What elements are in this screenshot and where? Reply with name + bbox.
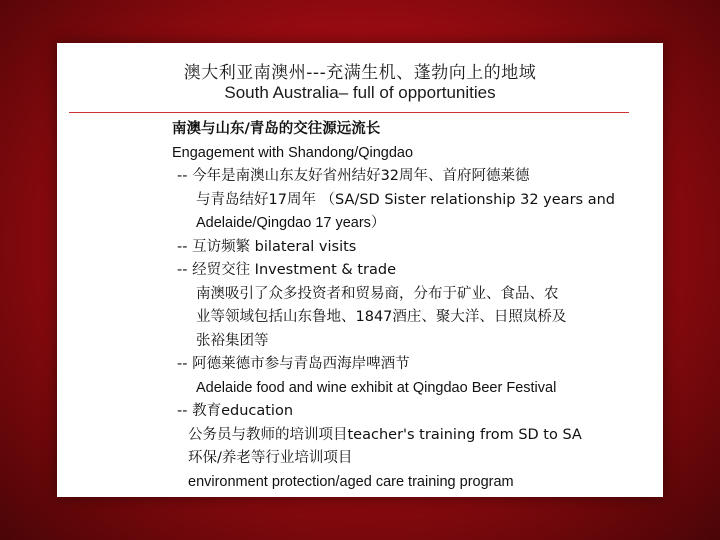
education-detail-line3: environment protection/aged care training program	[188, 473, 514, 490]
bullet-beer-festival: -- 阿德莱德市参与青岛西海岸啤酒节	[177, 356, 410, 372]
bullet-education: -- 教育education	[177, 403, 294, 419]
investment-detail-line2: 业等领域包括山东鲁地、1847酒庄、聚大洋、日照岚桥及	[196, 309, 567, 325]
slide-panel	[57, 43, 663, 497]
investment-detail-line3: 张裕集团等	[196, 332, 269, 349]
slide-body	[172, 118, 702, 494]
title-divider	[69, 112, 629, 113]
education-detail-line1: 公务员与教师的培训项目teacher's training from SD to SA	[188, 426, 582, 443]
bullet-sister-relationship-cont2: Adelaide/Qingdao 17 years）	[196, 215, 386, 231]
section-heading: 南澳与山东/青岛的交往源远流长	[172, 121, 381, 137]
section-heading-english: Engagement with Shandong/Qingdao	[172, 144, 414, 161]
bullet-bilateral-visits: -- 互访频繁 bilateral visits	[177, 238, 357, 255]
slide-title-chinese: 澳大利亚南澳州---充满生机、蓬勃向上的地域	[183, 63, 537, 83]
bullet-investment-trade: -- 经贸交往 Investment & trade	[177, 262, 396, 278]
bullet-sister-relationship-cont: 与青岛结好17周年 （SA/SD Sister relationship 32 years and	[196, 191, 615, 208]
beer-festival-english: Adelaide food and wine exhibit at Qingdao Beer Festival	[196, 379, 557, 396]
slide-title-english: South Australia– full of opportunities	[224, 83, 496, 102]
education-detail-line2: 环保/养老等行业培训项目	[188, 450, 353, 466]
investment-detail-line1: 南澳吸引了众多投资者和贸易商，分布于矿业、食品、农	[196, 285, 559, 302]
bullet-sister-relationship: -- 今年是南澳山东友好省州结好32周年、首府阿德莱德	[177, 168, 530, 184]
